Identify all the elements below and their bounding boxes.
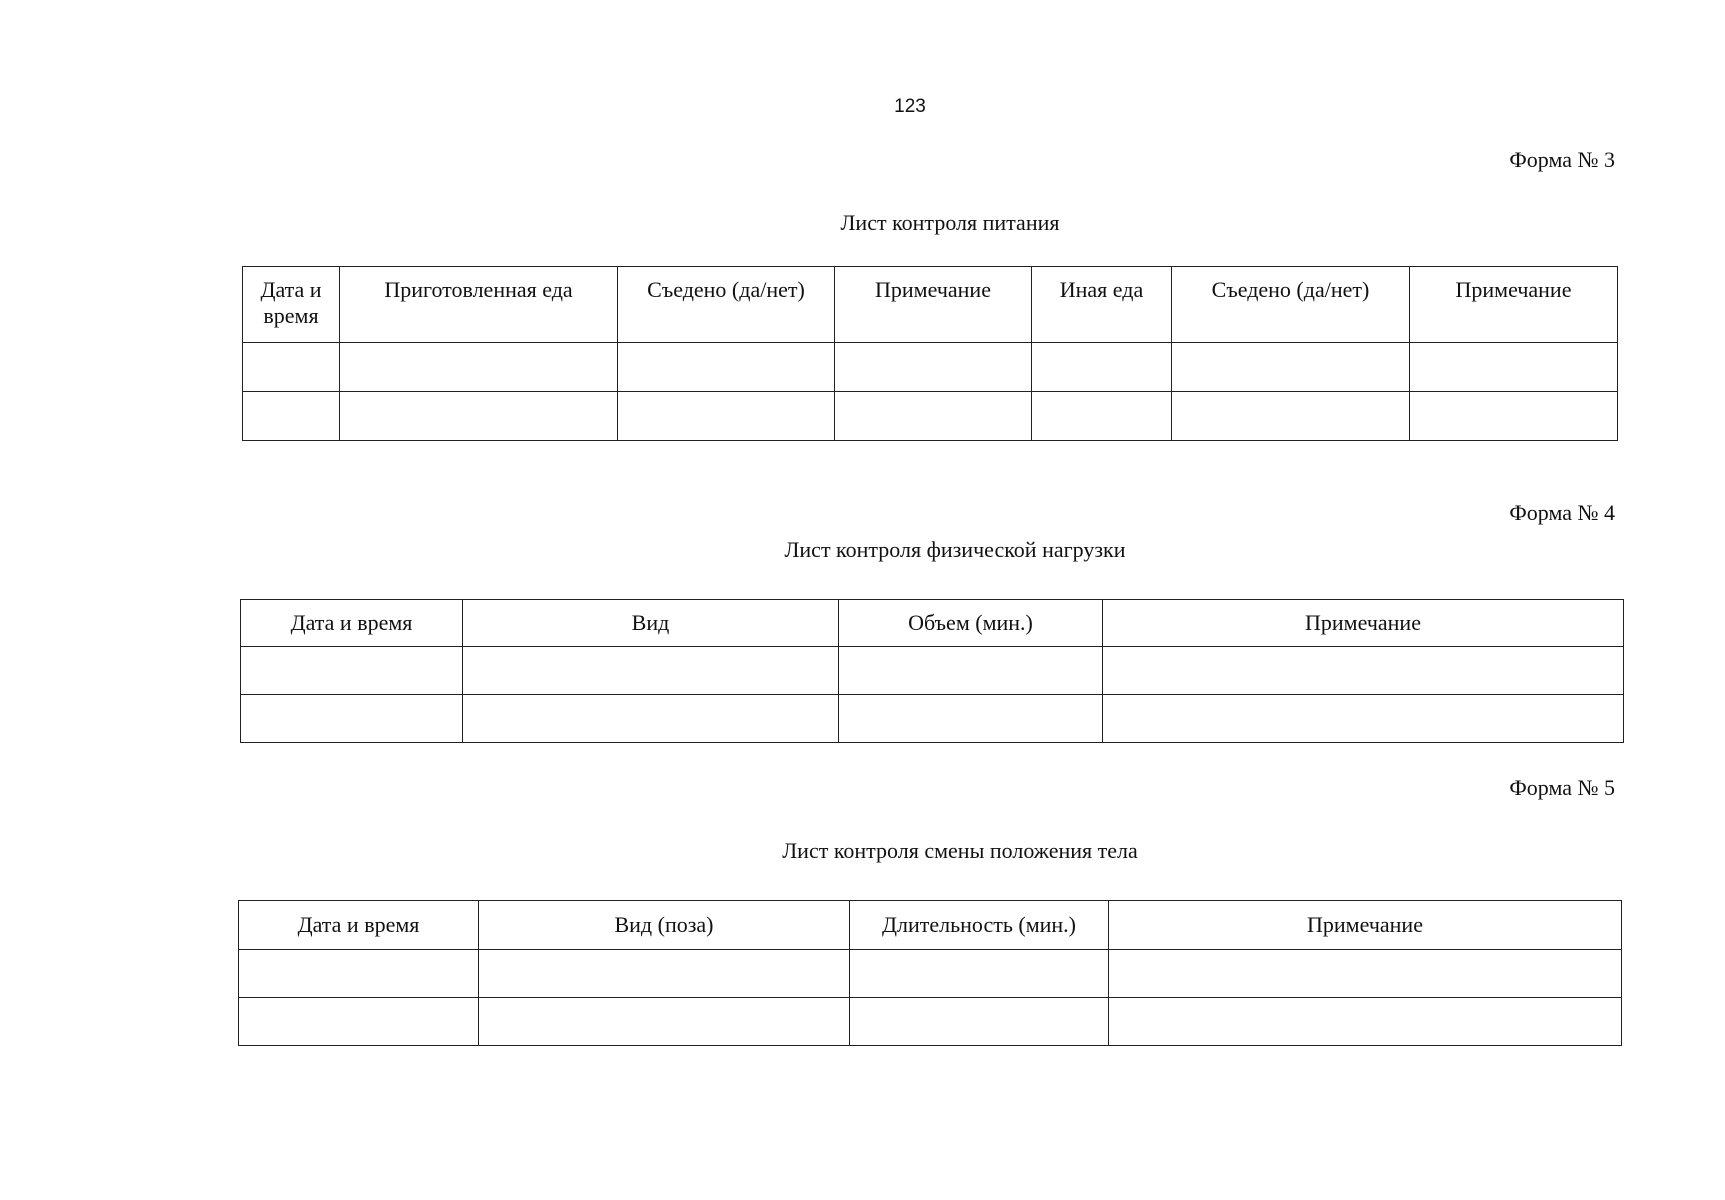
table-header-row xyxy=(239,901,1622,950)
table-cell[interactable] xyxy=(618,343,835,392)
column-header: Приготовленная еда xyxy=(340,267,618,343)
form-title-body-position: Лист контроля смены положения тела xyxy=(782,838,1138,863)
form-number-4: Форма № 4 xyxy=(1509,500,1615,525)
column-header: Примечание xyxy=(1410,267,1618,343)
table-row xyxy=(239,998,1622,1046)
table-row xyxy=(239,950,1622,998)
table-row xyxy=(243,392,1618,441)
table-cell[interactable] xyxy=(1410,392,1618,441)
table-cell[interactable] xyxy=(340,343,618,392)
column-header: Примечание xyxy=(1109,901,1622,950)
table-cell[interactable] xyxy=(1172,343,1410,392)
form-number-5: Форма № 5 xyxy=(1509,775,1615,800)
table-cell[interactable] xyxy=(243,392,340,441)
table-cell[interactable] xyxy=(243,343,340,392)
table-cell[interactable] xyxy=(239,950,479,998)
table-cell[interactable] xyxy=(835,392,1032,441)
column-header: Примечание xyxy=(835,267,1032,343)
form-title-nutrition: Лист контроля питания xyxy=(840,210,1060,235)
table-cell[interactable] xyxy=(1109,998,1622,1046)
table-cell[interactable] xyxy=(1172,392,1410,441)
body-position-table xyxy=(238,900,1622,1046)
table-cell[interactable] xyxy=(1032,343,1172,392)
column-header: Длительность (мин.) xyxy=(850,901,1109,950)
table-cell[interactable] xyxy=(1109,950,1622,998)
column-header: Дата и время xyxy=(239,901,479,950)
table-cell[interactable] xyxy=(463,647,839,695)
table-cell[interactable] xyxy=(618,392,835,441)
table-cell[interactable] xyxy=(1103,695,1624,743)
table-cell[interactable] xyxy=(1103,647,1624,695)
table-cell[interactable] xyxy=(479,950,850,998)
column-header: Вид xyxy=(463,600,839,647)
table-cell[interactable] xyxy=(850,950,1109,998)
page-number: 123 xyxy=(894,96,926,117)
column-header: Объем (мин.) xyxy=(839,600,1103,647)
table-cell[interactable] xyxy=(839,647,1103,695)
table-cell[interactable] xyxy=(839,695,1103,743)
column-header: Вид (поза) xyxy=(479,901,850,950)
table-header-row xyxy=(243,267,1618,343)
table-row xyxy=(243,343,1618,392)
table-cell[interactable] xyxy=(340,392,618,441)
table-cell[interactable] xyxy=(241,647,463,695)
column-header: Съедено (да/нет) xyxy=(618,267,835,343)
nutrition-control-table xyxy=(242,266,1618,441)
column-header: Иная еда xyxy=(1032,267,1172,343)
form-title-physical-activity: Лист контроля физической нагрузки xyxy=(784,537,1126,562)
column-header: Примечание xyxy=(1103,600,1624,647)
column-header: Дата и время xyxy=(243,267,340,343)
table-cell[interactable] xyxy=(479,998,850,1046)
column-header: Съедено (да/нет) xyxy=(1172,267,1410,343)
table-cell[interactable] xyxy=(1410,343,1618,392)
table-cell[interactable] xyxy=(239,998,479,1046)
column-header: Дата и время xyxy=(241,600,463,647)
physical-activity-table xyxy=(240,599,1624,743)
table-cell[interactable] xyxy=(850,998,1109,1046)
table-row xyxy=(241,647,1624,695)
table-row xyxy=(241,695,1624,743)
table-header-row xyxy=(241,600,1624,647)
table-cell[interactable] xyxy=(835,343,1032,392)
table-cell[interactable] xyxy=(241,695,463,743)
table-cell[interactable] xyxy=(1032,392,1172,441)
form-number-3: Форма № 3 xyxy=(1509,147,1615,172)
table-cell[interactable] xyxy=(463,695,839,743)
